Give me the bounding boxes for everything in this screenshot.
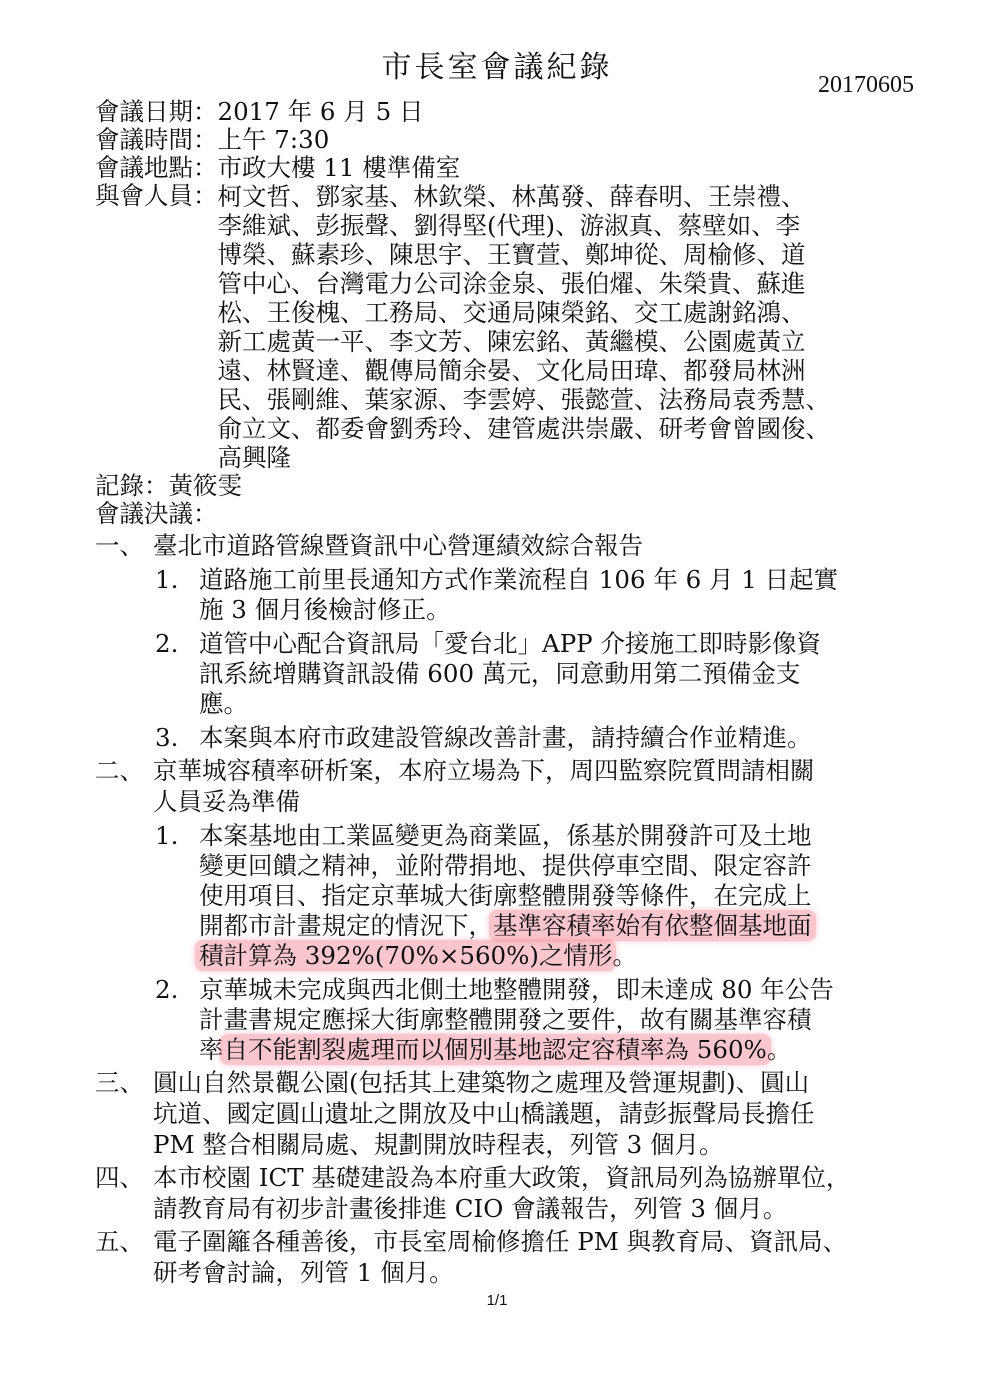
section-1-item-3: [155, 723, 917, 753]
section-2: [95, 755, 917, 817]
attendees-label: 與會人員：: [95, 181, 218, 210]
item-text: 變更回饋之精神，並附帶捐地、提供停車空間、限定容許: [199, 851, 812, 880]
meeting-date-value: 2017 年 6 月 5 日: [217, 97, 424, 126]
meeting-place-row: [95, 154, 917, 182]
section-number: 四、: [95, 1163, 144, 1192]
item-number: 1.: [155, 565, 179, 594]
item-text-highlighted-line: [199, 911, 917, 941]
section-text: PM 整合相關局處、規劃開放時程表，列管 3 個月。: [153, 1130, 724, 1159]
item-text: 京華城未完成與西北側土地整體開發，即未達成 80 年公告: [199, 975, 834, 1004]
attendees-line: 高興隆: [217, 443, 291, 472]
attendees-line: 俞立文、都委會劉秀玲、建管處洪崇嚴、研考會曾國俊、: [217, 414, 830, 443]
document-number: 20170605: [818, 72, 914, 98]
recorder-value: 黃筱雯: [168, 471, 242, 500]
recorder-label: 記錄：: [95, 471, 169, 500]
item-text: 本案基地由工業區變更為商業區，係基於開發許可及土地: [199, 821, 812, 850]
page-indicator: 1/1: [486, 1292, 508, 1309]
section-1-item-2: [155, 629, 917, 719]
section-text: 京華城容積率研析案，本府立場為下，周四監察院質問請相關: [153, 756, 815, 785]
attendees-line: 松、王俊槐、工務局、交通局陳榮銘、交工處謝銘鴻、: [217, 298, 806, 327]
attendees-list: [218, 182, 918, 472]
item-text: 開都市計畫規定的情況下，: [199, 911, 493, 940]
meeting-date-label: 會議日期：: [95, 97, 218, 126]
item-text-highlighted-line: [199, 1035, 917, 1065]
item-text: 。: [612, 941, 637, 970]
meeting-place-label: 會議地點：: [95, 153, 218, 182]
attendees-line: 遠、林賢達、觀傳局簡余晏、文化局田瑋、都發局林洲: [217, 356, 806, 385]
section-2-item-1: [155, 821, 917, 971]
highlight-mark: 自不能割裂處理而以個別基地認定容積率為 560%: [220, 1034, 771, 1065]
item-text: 道路施工前里長通知方式作業流程自 106 年 6 月 1 日起實: [199, 565, 839, 594]
attendees-row: [95, 182, 917, 472]
section-text: 坑道、國定圓山遺址之開放及中山橋議題，請彭振聲局長擔任: [153, 1099, 815, 1128]
item-text: 使用項目、指定京華城大街廓整體開發等條件，在完成上: [199, 881, 812, 910]
highlight-mark: 積計算為 392%(70%×560%)之情形: [195, 940, 616, 971]
section-number: 一、: [95, 531, 144, 560]
section-1: [95, 530, 917, 561]
meeting-time-value: 上午 7:30: [217, 125, 330, 154]
attendees-line: 管中心、台灣電力公司涂金泉、張伯燿、朱榮貴、蘇進: [217, 269, 806, 298]
meeting-time-label: 會議時間：: [95, 125, 218, 154]
section-text: 臺北市道路管線暨資訊中心營運績效綜合報告: [153, 531, 643, 560]
section-text: 電子圍籬各種善後，市長室周榆修擔任 PM 與教育局、資訊局、: [153, 1227, 848, 1256]
section-text: 人員妥為準備: [153, 787, 300, 816]
attendees-line: 李維斌、彭振聲、劉得堅(代理)、游淑真、蔡壁如、李: [217, 211, 801, 240]
section-number: 二、: [95, 756, 144, 785]
section-number: 三、: [95, 1068, 144, 1097]
meeting-time-row: [95, 126, 917, 154]
resolutions-heading: [95, 500, 917, 528]
item-number: 2.: [155, 629, 179, 658]
meeting-place-value: 市政大樓 11 樓準備室: [217, 153, 461, 182]
item-number: 2.: [155, 975, 179, 1004]
item-number: 1.: [155, 821, 179, 850]
document-body: [95, 98, 917, 1288]
item-text: 施 3 個月後檢討修正。: [199, 595, 451, 624]
section-number: 五、: [95, 1227, 144, 1256]
resolutions-label: 會議決議：: [95, 499, 218, 528]
meeting-date-row: [95, 98, 917, 126]
attendees-line: 新工處黃一平、李文芳、陳宏銘、黃繼模、公園處黃立: [217, 327, 806, 356]
item-text-highlighted-line: [199, 941, 917, 971]
section-4: [95, 1162, 917, 1224]
document-title: 市長室會議紀錄: [381, 50, 613, 85]
item-text: 本案與本府市政建設管線改善計畫，請持續合作並精進。: [199, 723, 812, 752]
attendees-line: 博榮、蘇素珍、陳思宇、王寶萱、鄭坤從、周榆修、道: [217, 240, 806, 269]
section-text: 研考會討論，列管 1 個月。: [153, 1258, 454, 1287]
attendees-line: 民、張剛維、葉家源、李雲婷、張懿萱、法務局袁秀慧、: [217, 385, 830, 414]
item-number: 3.: [155, 723, 179, 752]
attendees-line: 柯文哲、鄧家基、林欽榮、林萬發、薛春明、王崇禮、: [217, 182, 806, 211]
item-text: 應。: [199, 689, 248, 718]
item-text: 率: [199, 1035, 224, 1064]
section-text: 圓山自然景觀公園(包括其上建築物之處理及營運規劃)、圓山: [153, 1068, 810, 1097]
item-text: 計畫書規定應採大街廓整體開發之要件，故有關基準容積: [199, 1005, 812, 1034]
section-5: [95, 1226, 917, 1288]
section-2-item-2: [155, 975, 917, 1065]
highlight-mark: 基準容積率始有依整個基地面: [489, 910, 816, 941]
recorder-row: [95, 472, 917, 500]
section-text: 請教育局有初步計畫後排進 CIO 會議報告，列管 3 個月。: [153, 1194, 788, 1223]
item-text: 訊系統增購資訊設備 600 萬元，同意動用第二預備金支: [199, 659, 801, 688]
section-text: 本市校園 ICT 基礎建設為本府重大政策，資訊局列為協辦單位，: [153, 1163, 851, 1192]
item-text: 道管中心配合資訊局「愛台北」APP 介接施工即時影像資: [199, 629, 821, 658]
item-text: 。: [766, 1035, 792, 1064]
section-1-item-1: [155, 565, 917, 625]
section-3: [95, 1067, 917, 1160]
